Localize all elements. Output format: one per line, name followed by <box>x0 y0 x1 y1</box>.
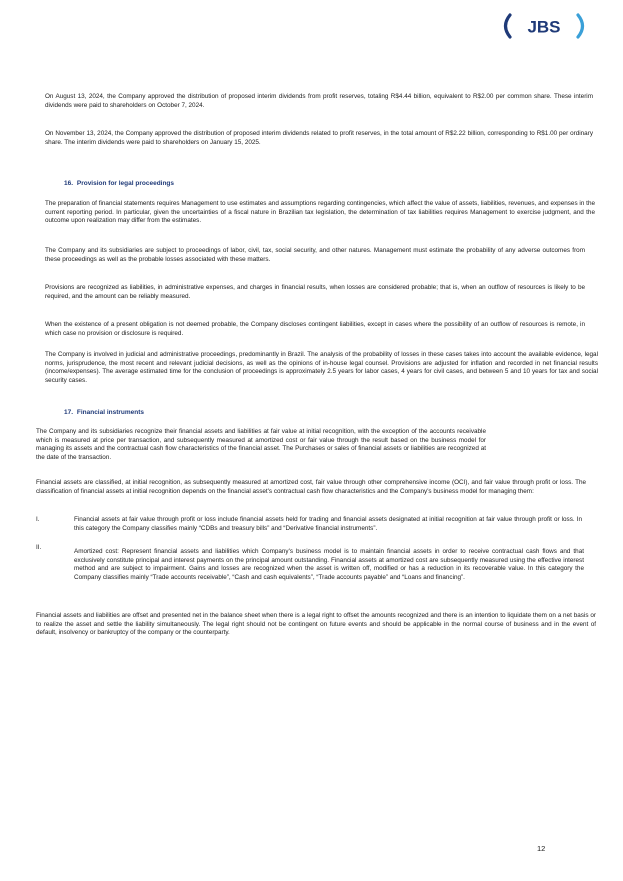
section-16-paragraph-1: The preparation of financial statements requires Management to use estimates and assumptions regarding contingencies, which affect the value of assets, liabilities, revenues, and expenses in the current reporting period. In particular, given the uncertainties of a fiscal nature in Brazilian tax legislation, the determination of tax liabilities requires Management to exercise judgment, and the outcome upon realization may differ from the estimates. <box>45 200 595 224</box>
logo-text: JBS <box>527 17 561 37</box>
section-16-paragraph-4: When the existence of a present obligation is not deemed probable, the Company discloses contingent liabilities, except in cases where the possibility of an outflow of resources is remote, in which case no provision or disclosure is required. <box>45 321 585 337</box>
section-16-number: 16. <box>64 180 74 187</box>
jbs-logo <box>498 12 590 40</box>
section-17-classification: Financial assets are classified, at initial recognition, as subsequently measured at amortized cost, fair value through other comprehensive income (OCI), and fair value through profit or loss. The classification of financial assets at initial recognition depends on the financial asset's contractual cash flow characteristics and the Company's business model for managing them: <box>36 479 586 495</box>
paragraph-dividends-november: On November 13, 2024, the Company approved the distribution of proposed interim dividends related to profit reserves, in the total amount of R$2.22 billion, corresponding to R$1.00 per ordinary share. The interim dividends were paid to shareholders on January 15, 2025. <box>45 130 593 146</box>
section-17-heading <box>64 409 144 416</box>
section-16-paragraph-3: Provisions are recognized as liabilities, in administrative expenses, and charges in financial results, when losses are considered probable; that is, when an outflow of resources is likely to be required, and the amount can be reliably measured. <box>45 284 585 300</box>
page-number: 12 <box>537 844 546 853</box>
list-item-amortized-cost: Amortized cost: Represent financial assets and liabilities which Company's business model is to maintain financial assets in order to receive contractual cash flows and that exclusively constitute principal and interest payments on the principal amount outstanding. Financial assets at amortized cost are subsequently measured using the effective interest method and are subject to impairment. Gains and losses are recognized when the asset is written off, modified or has a reduction in its recoverable value. In this category the Company classifies mainly “Trade accounts receivable”, “Cash and cash equivalents”, “Trade accounts payable” and “Loans and financing”. <box>74 548 584 581</box>
list-marker-1: I. <box>36 516 40 523</box>
section-17-number: 17. <box>64 409 74 416</box>
jbs-logo-mark <box>498 12 590 40</box>
list-marker-2: II. <box>36 544 42 551</box>
section-16-paragraph-2: The Company and its subsidiaries are subject to proceedings of labor, civil, tax, social security, and other natures. Management must estimate the probability of any adverse outcomes from these proceedings as well as the probable losses associated with these matters. <box>45 247 585 263</box>
section-17-intro: The Company and its subsidiaries recognize their financial assets and liabilities at fair value at initial recognition, with the exception of the accounts receivable which is measured at price per transaction, and subsequently measured at amortized cost or fair value through the result based on the business model for managing its assets and the contractual cash flow characteristics of the financial asset. The Purchases or sales of financial assets or liabilities are recognized at the date of the transaction. <box>36 428 486 461</box>
section-16-paragraph-5: The Company is involved in judicial and administrative proceedings, predominantly in Brazil. The analysis of the probability of losses in these cases takes into account the available evidence, legal norms, jurisprudence, the most recent and relevant judicial decisions, as well as the opinions of in-house legal counsel. Provisions are adjusted for inflation and recorded in net financial results (income/expenses). The average estimated time for the conclusion of proceedings is approximately 2.5 years for labor cases, 4 years for civil cases, and between 5 and 10 years for tax and social security cases. <box>45 351 598 384</box>
section-16-heading <box>64 180 174 187</box>
list-item-fvtpl: Financial assets at fair value through profit or loss include financial assets held for trading and financial assets designated at initial recognition at fair value through profit or loss. In this category the Company classifies mainly “CDBs and treasury bills” and “Derivative financial instruments”. <box>74 516 582 532</box>
section-17-offset: Financial assets and liabilities are offset and presented net in the balance sheet when there is a legal right to offset the amounts recognized and there is an intention to liquidate them on a net basis or to realize the asset and settle the liability simultaneously. The legal right should not be contingent on future events and should be applicable in the normal course of business and in the event of default, insolvency or bankruptcy of the company or the counterparty. <box>36 612 596 636</box>
section-17-title: Financial instruments <box>76 409 145 416</box>
section-16-title: Provision for legal proceedings <box>76 180 175 187</box>
paragraph-dividends-august: On August 13, 2024, the Company approved the distribution of proposed interim dividends from profit reserves, totaling R$4.44 billion, equivalent to R$2.00 per common share. These interim dividends were paid to shareholders on October 7, 2024. <box>45 93 593 109</box>
